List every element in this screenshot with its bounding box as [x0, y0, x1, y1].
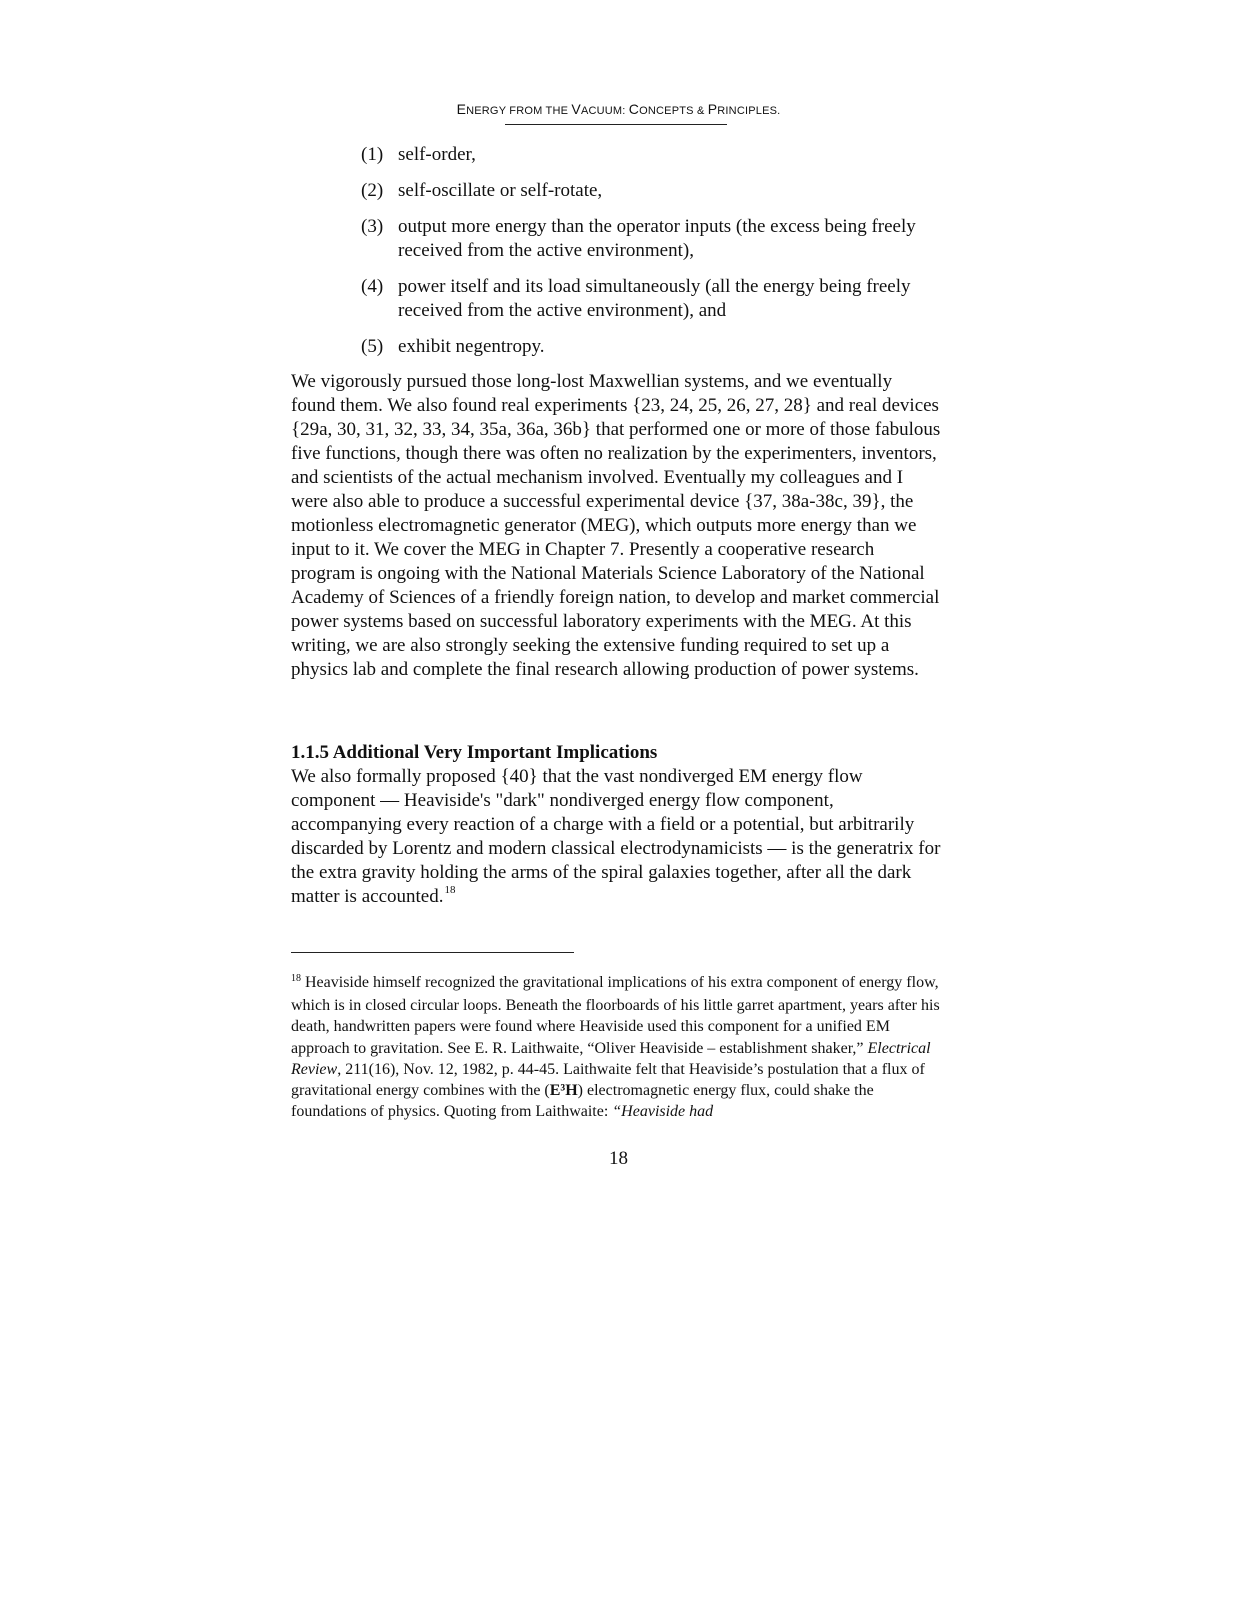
footnote-text-c: ) electromagnetic energy flux, could shake the foundations of physics. Quoting from Laithwaite: — [291, 1082, 874, 1121]
footnote-text-a: Heaviside himself recognized the gravitational implications of his extra component of energy flow, which is in closed circular loops. Beneath the floorboards of his little garret apartment, years after his death, handwritten papers were found where Heaviside used this component for a unified EM approach to gravitation. See E. R. Laithwaite, “Oliver Heaviside – establishment shaker,” — [291, 974, 940, 1057]
section-heading: 1.1.5 Additional Very Important Implications — [291, 742, 658, 763]
header-word-1-rest: NERGY FROM THE — [466, 105, 572, 117]
list-item — [361, 215, 941, 263]
list-item-text: power itself and its load simultaneously (all the energy being freely received from the active environment), and — [398, 276, 911, 321]
header-word-1-cap: E — [456, 101, 467, 117]
list-item-number: (5) — [361, 336, 384, 357]
running-header — [0, 101, 1237, 117]
footnote-formula: E³H — [549, 1082, 578, 1100]
list-item — [361, 179, 941, 203]
footnote-marker: 18 — [291, 973, 301, 984]
list-item-number: (1) — [361, 144, 384, 165]
header-word-4-rest: RINCIPLES. — [717, 105, 781, 117]
footnote-journal: Electrical Review — [291, 1039, 931, 1078]
list-item-text: self-order, — [398, 144, 476, 165]
header-rule — [505, 124, 727, 125]
body-paragraph-2 — [291, 765, 941, 911]
footnote-text-b: , 211(16), Nov. 12, 1982, p. 44-45. Laithwaite felt that Heaviside’s postulation that a flux of gravitational energy combines with the ( — [291, 1060, 925, 1100]
header-word-3-rest: ONCEPTS & — [639, 105, 708, 117]
list-item-text: exhibit negentropy. — [398, 336, 545, 357]
header-word-4-cap: P — [707, 101, 718, 117]
header-word-2-cap: V — [571, 101, 581, 117]
footnote-separator — [291, 952, 574, 953]
list-item-number: (2) — [361, 180, 384, 201]
body-paragraph-1: We vigorously pursued those long-lost Maxwellian systems, and we eventually found them. We also found real experiments {23, 24, 25, 26, 27, 28} and real devices {29a, 30, 31, 32, 33, 34, 35a, 36a, 36b} that performed one or more of those fabulous five functions, though there was often no realization by the experimenters, inventors, and scientists of the actual mechanism involved. Eventually my colleagues and I were also able to produce a successful experimental device {37, 38a-38c, 39}, the motionless electromagnetic generator (MEG), which outputs more energy than we input to it. We cover the MEG in Chapter 7. Presently a cooperative research program is ongoing with the National Materials Science Laboratory of the National Academy of Sciences of a friendly foreign nation, to develop and market commercial power systems based on successful laboratory experiments with the MEG. At this writing, we are also strongly seeking the extensive funding required to set up a physics lab and complete the final research allowing production of power systems. — [291, 371, 941, 680]
list-item — [361, 143, 941, 167]
list-item — [361, 275, 941, 323]
footnote-quote: “Heaviside had — [612, 1103, 714, 1121]
header-word-2-rest: ACUUM: — [580, 105, 629, 117]
function-list — [361, 143, 941, 371]
footnote-reference[interactable]: 18 — [444, 884, 456, 896]
footnote — [291, 972, 941, 1122]
list-item-number: (3) — [361, 216, 384, 237]
header-word-3-cap: C — [628, 101, 640, 117]
list-item — [361, 335, 941, 359]
list-item-number: (4) — [361, 276, 384, 297]
list-item-text: output more energy than the operator inputs (the excess being freely received from the active environment), — [398, 216, 916, 261]
page-number: 18 — [609, 1148, 628, 1169]
body-paragraph-2-text: We also formally proposed {40} that the vast nondiverged EM energy flow component — Heaviside's "dark" nondiverged energy flow component, accompanying every reaction of a charge with a field or a potential, but arbitrarily discarded by Lorentz and modern classical electrodynamicists — is the generatrix for the extra gravity holding the arms of the spiral galaxies together, after all the dark matter is accounted. — [291, 766, 941, 907]
list-item-text: self-oscillate or self-rotate, — [398, 180, 603, 201]
